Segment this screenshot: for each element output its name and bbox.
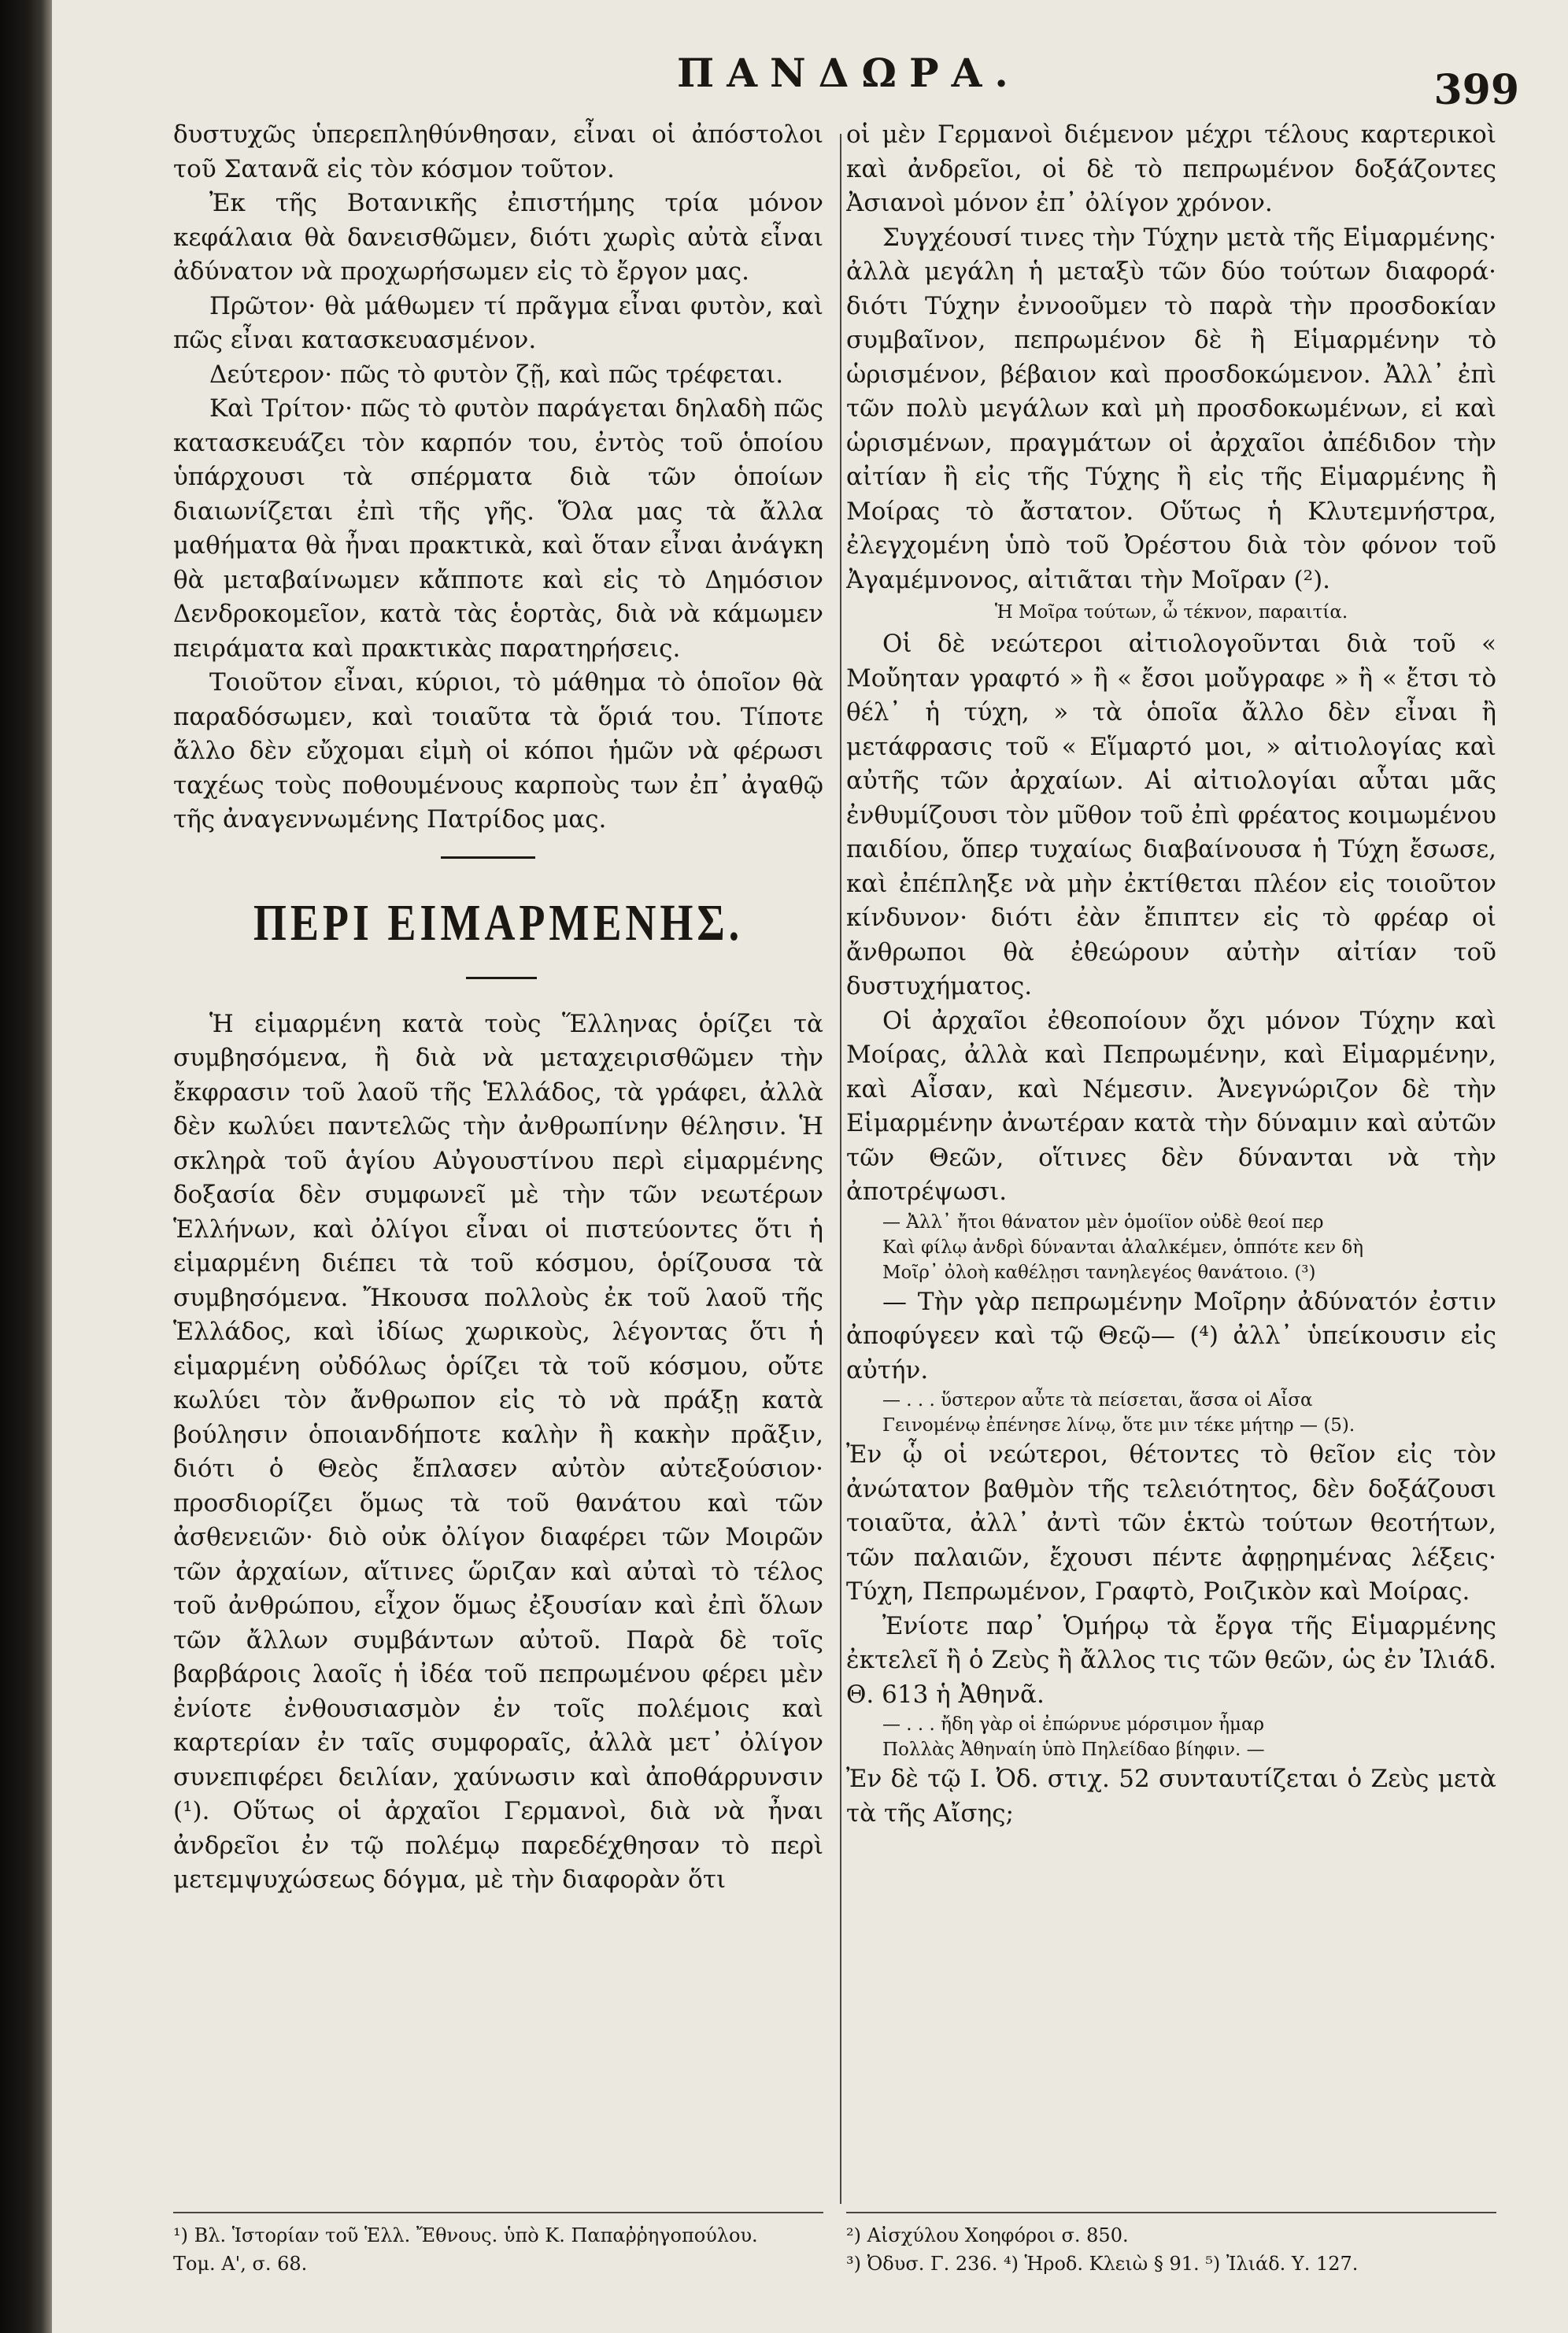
section-separator-rule (441, 856, 535, 859)
paragraph: Ἐνίοτε παρ᾽ Ὁμήρῳ τὰ ἔργα τῆς Εἱμαρμένης ἐκτελεῖ ἢ ὁ Ζεὺς ἢ ἄλλος τις τῶν θεῶν, ὡς ἐν Ἰλιάδ. Θ. 613 ἡ Ἀθηνᾶ. (846, 1611, 1496, 1709)
verse-quotation: Ἡ Μοῖρα τούτων, ὦ τέκνον, παραιτία. (994, 602, 1348, 623)
paragraph: Πρῶτον· θὰ μάθωμεν τί πρᾶγμα εἶναι φυτὸν, καὶ πῶς εἶναι κατασκευασμένον. (173, 291, 823, 354)
footnote: Τομ. Α', σ. 68. (173, 2253, 308, 2275)
title-ornament-rule (466, 977, 537, 979)
right-footnotes (846, 2221, 1496, 2278)
paragraph: Ἐν δὲ τῷ Ι. Ὀδ. στιχ. 52 συνταυτίζεται ὁ Ζεὺς μετὰ τὰ τῆς Αἴσης; (846, 1765, 1496, 1828)
footnote-rule (173, 2212, 823, 2213)
running-header-title: ΠΑΝΔΩΡΑ. (677, 50, 1021, 96)
article-title: ΠΕΡΙ ΕΙΜΑΡΜΕΝΗΣ. (253, 893, 744, 952)
verse-quotation: Καὶ φίλῳ ἀνδρὶ δύνανται ἀλαλκέμεν, ὁππότε κεν δὴ (882, 1237, 1363, 1258)
paragraph: Δεύτερον· πῶς τὸ φυτὸν ζῇ, καὶ πῶς τρέφεται. (209, 360, 784, 389)
footnote: ³) Ὀδυσ. Γ. 236. ⁴) Ἡροδ. Κλειὼ § 91. ⁵) Ἰλιάδ. Υ. 127. (846, 2253, 1359, 2275)
paragraph: Ἐν ᾧ οἱ νεώτεροι, θέτοντες τὸ θεῖον εἰς τὸν ἀνώτατον βαθμὸν τῆς τελειότητος, δὲν δοξάζουσι τοιαῦτα, ἀλλ᾽ ἀντὶ τῶν ἑκτὼ τούτων θεοτήτων, τῶν παλαιῶν, ἔχουσι πέντε ἀφῃρημένας λέξεις· Τύχη, Πεπρωμένον, Γραφτὸ, Ροιζικὸν καὶ Μοίρας. (846, 1440, 1496, 1606)
verse-quotation: — Ἀλλ᾽ ἤτοι θάνατον μὲν ὁμοίϊον οὐδὲ θεοί περ (882, 1211, 1324, 1233)
footnote: ²) Αἰσχύλου Χοηφόροι σ. 850. (846, 2224, 1129, 2246)
footnote: ¹) Βλ. Ἱστορίαν τοῦ Ἑλλ. Ἔθνους. ὑπὸ Κ. Παπαῤῥηγοπούλου. (173, 2224, 758, 2246)
left-footnotes (173, 2221, 823, 2278)
paragraph: Ἐκ τῆς Βοτανικῆς ἐπιστήμης τρία μόνον κεφάλαια θὰ δανεισθῶμεν, διότι χωρὶς αὐτὰ εἶναι ἀδύνατον νὰ προχωρήσωμεν εἰς τὸ ἔργον μας. (173, 189, 823, 286)
verse-quotation: Γεινομένῳ ἐπένησε λίνῳ, ὅτε μιν τέκε μήτηρ — (5). (882, 1415, 1355, 1436)
page-number: 399 (1433, 66, 1519, 114)
paragraph: Συγχέουσί τινες τὴν Τύχην μετὰ τῆς Εἱμαρμένης· ἀλλὰ μεγάλη ἡ μεταξὺ τῶν δύο τούτων διαφορά· διότι Τύχην ἐννοοῦμεν τὸ παρὰ τὴν προσδοκίαν συμβαῖνον, πεπρωμένον δὲ ἢ Εἱμαρμένην τὸ ὡρισμένον, βέβαιον καὶ προσδοκώμενον. Ἀλλ᾽ ἐπὶ τῶν πολὺ μεγάλων καὶ μὴ προσδοκωμένων, εἰ καὶ ὡρισμένων, πραγμάτων οἱ ἀρχαῖοι ἀπέδιδον τὴν αἰτίαν ἢ εἰς τῆς Τύχης ἢ εἰς τῆς Εἱμαρμένης ἢ Μοίρας τὸ ἄστατον. Οὕτως ἡ Κλυτεμνήστρα, ἐλεγχομένη ὑπὸ τοῦ Ὀρέστου διὰ τὸν φόνον τοῦ Ἀγαμέμνονος, αἰτιᾶται τὴν Μοῖραν (²). (846, 223, 1496, 594)
verse-quotation: — . . . ἤδη γὰρ οἱ ἐπώρνυε μόρσιμον ἦμαρ (882, 1714, 1265, 1735)
verse-quotation: Μοῖρ᾽ ὀλοὴ καθέλῃσι τανηλεγέος θανάτοιο. (³) (882, 1262, 1316, 1283)
verse-quotation: Πολλὰς Ἀθηναίη ὑπὸ Πηλείδαο βίηφιν. — (882, 1740, 1265, 1760)
paragraph: οἱ μὲν Γερμανοὶ διέμενον μέχρι τέλους καρτερικοὶ καὶ ἀνδρεῖοι, οἱ δὲ τὸ πεπρωμένον δοξάζοντες Ἀσιανοὶ μόνον ἐπ᾽ ὀλίγον χρόνον. (846, 120, 1496, 217)
paragraph: δυστυχῶς ὑπερεπληθύνθησαν, εἶναι οἱ ἀπόστολοι τοῦ Σατανᾶ εἰς τὸν κόσμον τοῦτον. (173, 120, 823, 183)
left-column (173, 118, 823, 2188)
book-spine-shadow (0, 0, 52, 2333)
footnote-rule (846, 2212, 1496, 2213)
column-divider (840, 134, 841, 2204)
right-column (846, 118, 1496, 2188)
paragraph: Ἡ εἱμαρμένη κατὰ τοὺς Ἕλληνας ὁρίζει τὰ συμβησόμενα, ἢ διὰ νὰ μεταχειρισθῶμεν τὴν ἔκφρασιν τοῦ λαοῦ τῆς Ἑλλάδος, τὰ γράφει, ἀλλὰ δὲν κωλύει παντελῶς τὴν ἀνθρωπίνην θέλησιν. Ἡ σκληρὰ τοῦ ἁγίου Αὐγουστίνου περὶ εἱμαρμένης δοξασία δὲν συμφωνεῖ μὲ τὴν τῶν νεωτέρων Ἑλλήνων, καὶ ὀλίγοι εἶναι οἱ πιστεύοντες ὅτι ἡ εἱμαρμένη διέπει τὰ τοῦ κόσμου, ὁρίζουσα τὰ συμβησόμενα. Ἤκουσα πολλοὺς ἐκ τοῦ λαοῦ τῆς Ἑλλάδος, καὶ ἰδίως χωρικοὺς, λέγοντας ὅτι ἡ εἱμαρμένη οὐδόλως ὁρίζει τὰ τοῦ κόσμου, οὔτε κωλύει τὸν ἄνθρωπον εἰς τὸ νὰ πράξῃ κατὰ βούλησιν ὁποιανδήποτε καλὴν ἢ κακὴν πρᾶξιν, διότι ὁ Θεὸς ἔπλασεν αὐτὸν αὐτεξούσιον· προσδιορίζει ὅμως τὰ τοῦ θανάτου καὶ τῶν ἀσθενειῶν· διὸ οὐκ ὀλίγον διαφέρει τῶν Μοιρῶν τῶν ἀρχαίων, αἵτινες ὥριζαν καὶ αὐταὶ τὸ τέλος τοῦ ἀνθρώπου, εἶχον ὅμως ἐξουσίαν καὶ ἐπὶ ὅλων τῶν ἄλλων συμβάντων αὐτοῦ. Παρὰ δὲ τοῖς βαρβάροις λαοῖς ἡ ἰδέα τοῦ πεπρωμένου φέρει μὲν ἐνίοτε ἐνθουσιασμὸν ἐν τοῖς πολέμοις καὶ καρτερίαν ἐν ταῖς συμφοραῖς, ἀλλὰ μετ᾽ ὀλίγον συνεπιφέρει δειλίαν, χαύνωσιν καὶ ἀποθάρρυνσιν (¹). Οὕτως οἱ ἀρχαῖοι Γερμανοὶ, διὰ νὰ ἦναι ἀνδρεῖοι ἐν τῷ πολέμῳ παρεδέχθησαν τὸ περὶ μετεμψυχώσεως δόγμα, μὲ τὴν διαφορὰν ὅτι (173, 1009, 823, 1894)
paragraph: Οἱ δὲ νεώτεροι αἰτιολογοῦνται διὰ τοῦ « Μοὔηταν γραφτό » ἢ « ἔσοι μοὔγραφε » ἢ « ἔτσι τὸ θέλ᾽ ἡ τύχη, » τὰ ὁποῖα ἄλλο δὲν εἶναι ἢ μετάφρασις τοῦ « Εἵμαρτό μοι, » αἰτιολογίας καὶ αὐτῆς τῶν ἀρχαίων. Αἱ αἰτιολογίαι αὗται μᾶς ἐνθυμίζουσι τὸν μῦθον τοῦ ἐπὶ φρέατος κοιμωμένου παιδίου, ὅπερ τυχαίως διαβαίνουσα ἡ Τύχη ἔσωσε, καὶ ἐπέπληξε νὰ μὴν ἐκτίθεται πλέον εἰς τοιοῦτον κίνδυνον· διότι ἐὰν ἔπιπτεν εἰς τὸ φρέαρ οἱ ἄνθρωποι θὰ ἐθεώρουν αὐτὴν αἰτίαν τοῦ δυστυχήματος. (846, 630, 1496, 1000)
verse-quotation: — . . . ὕστερον αὖτε τὰ πείσεται, ἅσσα οἱ Αἶσα (882, 1390, 1313, 1411)
paragraph: Οἱ ἀρχαῖοι ἐθεοποίουν ὄχι μόνον Τύχην καὶ Μοίρας, ἀλλὰ καὶ Πεπρωμένην, καὶ Εἱμαρμένην, καὶ Αἶσαν, καὶ Νέμεσιν. Ἀνεγνώριζον δὲ τὴν Εἱμαρμένην ἀνωτέραν κατὰ τὴν δύναμιν καὶ αὐτῶν τῶν Θεῶν, οἵτινες δὲν δύνανται νὰ τὴν ἀποτρέψωσι. (846, 1006, 1496, 1206)
paragraph: — Τὴν γὰρ πεπρωμένην Μοῖρην ἀδύνατόν ἐστιν ἀποφύγεεν καὶ τῷ Θεῷ— (⁴) ἀλλ᾽ ὑπείκουσιν εἰς αὐτήν. (846, 1287, 1496, 1385)
paragraph: Καὶ Τρίτον· πῶς τὸ φυτὸν παράγεται δηλαδὴ πῶς κατασκευάζει τὸν καρπόν του, ἐντὸς τοῦ ὁποίου ὑπάρχουσι τὰ σπέρματα διὰ τῶν ὁποίων διαιωνίζεται ἐπὶ τῆς γῆς. Ὅλα μας τὰ ἄλλα μαθήματα θὰ ἦναι πρακτικὰ, καὶ ὅταν εἶναι ἀνάγκη θὰ μεταβαίνωμεν κἄπποτε καὶ εἰς τὸ Δημόσιον Δενδροκομεῖον, κατὰ τὰς ἑορτὰς, διὰ νὰ κάμωμεν πειράματα καὶ πρακτικὰς παρατηρήσεις. (173, 394, 823, 663)
paragraph: Τοιοῦτον εἶναι, κύριοι, τὸ μάθημα τὸ ὁποῖον θὰ παραδόσωμεν, καὶ τοιαῦτα τὰ ὅριά του. Τίποτε ἄλλο δὲν εὔχομαι εἰμὴ οἱ κόποι ἡμῶν νὰ φέρωσι ταχέως τοὺς ποθουμένους καρποὺς των ἐπ᾽ ἀγαθῷ τῆς ἀναγεννωμένης Πατρίδος μας. (173, 668, 823, 834)
